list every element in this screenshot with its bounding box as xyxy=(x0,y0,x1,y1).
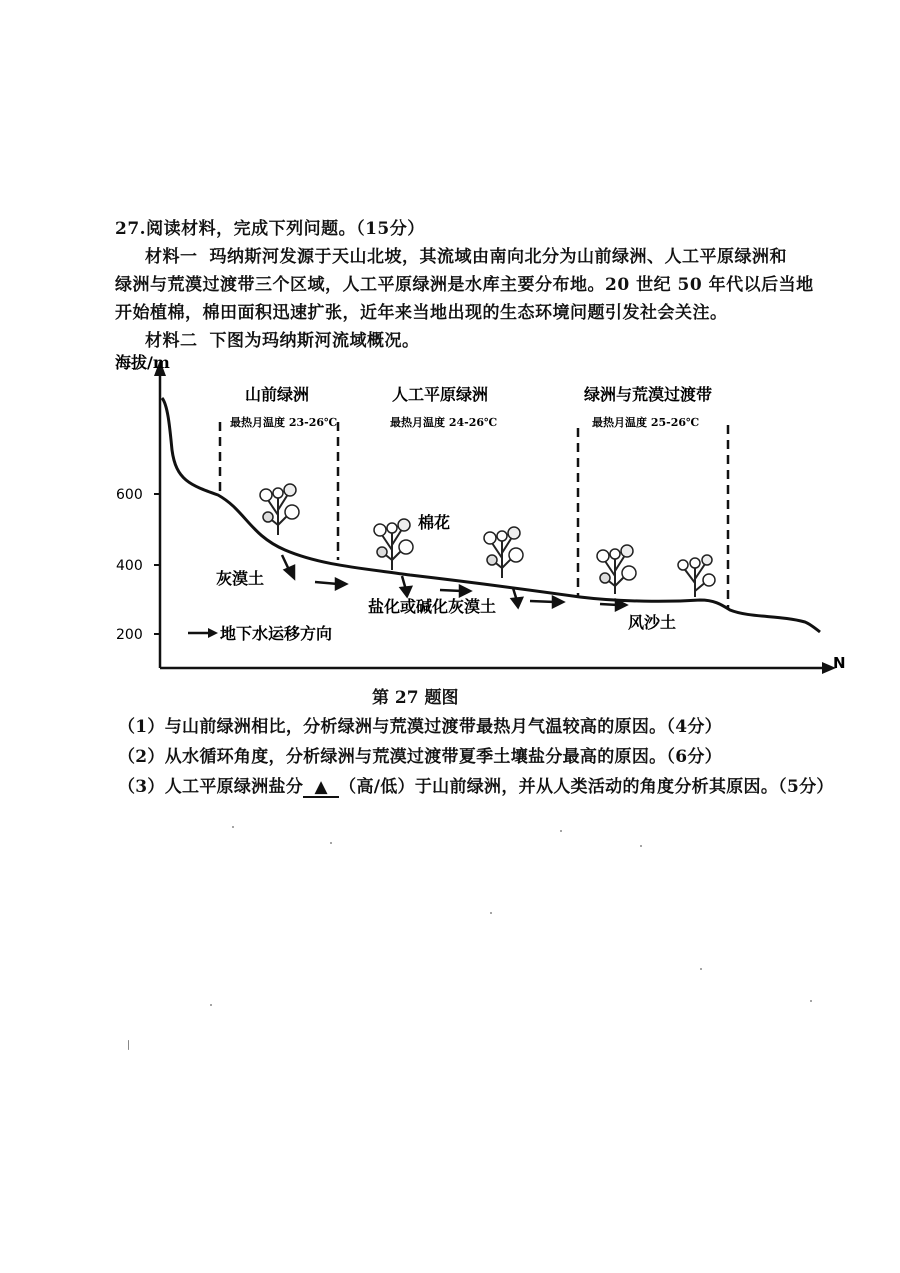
material-1-tag: 材料一 xyxy=(145,247,198,267)
legend-label: 地下水运移方向 xyxy=(220,624,333,643)
zone-title-plain: 人工平原绿洲 xyxy=(392,385,489,404)
zone-temp-plain: 最热月温度 24-26℃ xyxy=(390,416,498,429)
scan-speck xyxy=(330,842,332,844)
groundwater-arrow-head xyxy=(512,598,522,607)
cotton-plant-icon xyxy=(374,519,413,570)
zone-title-transition: 绿洲与荒漠过渡带 xyxy=(584,385,713,404)
groundwater-arrow-head xyxy=(401,587,411,596)
sub-question-3 xyxy=(118,772,834,798)
tick-label-600: 600 xyxy=(116,487,143,503)
zone-temp-piedmont: 最热月温度 23-26℃ xyxy=(230,416,338,429)
answer-blank[interactable]: ▲ xyxy=(303,779,339,798)
tick-label-200: 200 xyxy=(116,627,143,643)
scan-speck xyxy=(810,1000,812,1002)
y-axis-label: 海拔/m xyxy=(115,353,170,372)
material-1-line-2: 绿洲与荒漠过渡带三个区域，人工平原绿洲是水库主要分布地。20 世纪 50 年代以后当地 xyxy=(115,275,814,295)
legend-arrow-head xyxy=(208,628,218,638)
profile-diagram xyxy=(110,350,850,690)
groundwater-arrow xyxy=(530,601,555,602)
material-2-line xyxy=(145,326,420,351)
cotton-plant-icon xyxy=(678,555,715,597)
material-2-tag: 材料二 xyxy=(145,331,198,351)
groundwater-arrow-head xyxy=(285,566,294,578)
scan-speck xyxy=(640,845,642,847)
material-1-line-3: 开始植棉，棉田面积迅速扩张，近年来当地出现的生态环境问题引发社会关注。 xyxy=(115,303,728,323)
soil-label-grey-desert: 灰漠土 xyxy=(216,569,265,588)
groundwater-arrow xyxy=(440,590,462,591)
figure-caption: 第 27 题图 xyxy=(372,688,459,708)
groundwater-arrow xyxy=(315,582,338,584)
cotton-plant-icon xyxy=(484,527,523,578)
cotton-plant-icon xyxy=(597,545,636,594)
sub-question-2: （2）从水循环角度，分析绿洲与荒漠过渡带夏季土壤盐分最高的原因。（6分） xyxy=(118,747,722,767)
sub-question-1: （1）与山前绿洲相比，分析绿洲与荒漠过渡带最热月气温较高的原因。（4分） xyxy=(118,717,722,737)
scan-speck xyxy=(560,830,562,832)
river-basin-figure xyxy=(110,350,850,710)
scan-speck xyxy=(128,1040,129,1050)
groundwater-arrow-head xyxy=(553,597,563,607)
tick-label-400: 400 xyxy=(116,558,143,574)
soil-label-saline: 盐化或碱化灰漠土 xyxy=(368,597,497,616)
material-1-text-1: 玛纳斯河发源于天山北坡，其流域由南向北分为山前绿洲、人工平原绿洲和 xyxy=(209,247,787,267)
scan-speck xyxy=(210,1004,212,1006)
scan-speck xyxy=(700,968,702,970)
scan-speck xyxy=(490,912,492,914)
zone-temp-transition: 最热月温度 25-26℃ xyxy=(592,416,700,429)
groundwater-arrow-head xyxy=(336,579,346,589)
question-title: 27.阅读材料，完成下列问题。（15分） xyxy=(115,219,425,239)
sub-question-3-start: （3）人工平原绿洲盐分 xyxy=(118,777,304,797)
sub-question-3-end: （高/低）于山前绿洲，并从人类活动的角度分析其原因。（5分） xyxy=(339,777,834,797)
material-1-line-1 xyxy=(145,242,787,267)
groundwater-arrow-head xyxy=(460,586,470,596)
material-2-text: 下图为玛纳斯河流域概况。 xyxy=(209,331,420,351)
scan-speck xyxy=(232,826,234,828)
cotton-label: 棉花 xyxy=(418,513,451,532)
cotton-plant-icon xyxy=(260,484,299,535)
soil-label-aeolian: 风沙土 xyxy=(628,613,677,632)
zone-title-piedmont: 山前绿洲 xyxy=(245,385,310,404)
x-axis-label: N xyxy=(833,654,846,672)
